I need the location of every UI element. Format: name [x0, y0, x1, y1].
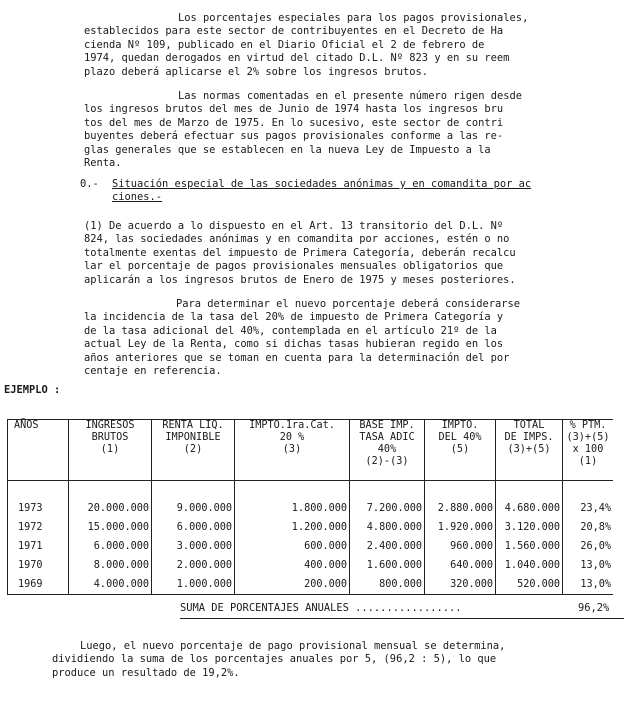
cell-year: 1973: [8, 481, 69, 519]
paragraph-articulo-13: [84, 220, 516, 287]
section-number: 0.-: [80, 178, 99, 190]
paragraph-normas-comentadas: [36, 90, 522, 170]
text-line: 824, las sociedades anónimas y en comandita por acciones, estén o no: [84, 233, 510, 246]
cell-porcentaje: 23,4%: [563, 481, 614, 519]
cell-renta: 9.000.000: [152, 481, 235, 519]
cell-base: 2.400.000: [350, 537, 425, 556]
text-line: establecidos para este sector de contribuyentes en el Decreto de Ha: [84, 25, 504, 38]
text-line: Renta.: [84, 157, 122, 170]
cell-base: 7.200.000: [350, 481, 425, 519]
suma-label: SUMA DE PORCENTAJES ANUALES .................: [180, 602, 462, 614]
cell-total: 520.000: [496, 575, 563, 595]
table-row: [8, 575, 614, 595]
text-line: años anteriores que se toman en cuenta para la determinación del por: [84, 351, 510, 364]
cell-impto-40: 2.880.000: [425, 481, 496, 519]
header-renta-imponible: RENTA LIQ. IMPONIBLE (2): [152, 420, 235, 481]
cell-base: 4.800.000: [350, 518, 425, 537]
section-title-line: ciones.-: [112, 191, 163, 204]
cell-impto-1ra: 200.000: [235, 575, 350, 595]
cell-impto-40: 640.000: [425, 556, 496, 575]
cell-renta: 1.000.000: [152, 575, 235, 595]
text-line: Luego, el nuevo porcentaje de pago provisional mensual se determina,: [80, 640, 506, 652]
paragraph-porcentajes-especiales: [36, 12, 528, 79]
text-line: aplicarán a los ingresos brutos de Enero de 1975 y meses posteriores.: [84, 273, 516, 286]
cell-total: 1.560.000: [496, 537, 563, 556]
section-title-line: Situación especial de las sociedades anónimas y en comandita por ac: [112, 178, 532, 190]
paragraph-nuevo-porcentaje: [84, 298, 520, 378]
cell-ingresos: 15.000.000: [69, 518, 152, 537]
header-impto-40: IMPTO. DEL 40% (5): [425, 420, 496, 481]
cell-porcentaje: 13,0%: [563, 556, 614, 575]
text-line: Los porcentajes especiales para los pagos provisionales,: [178, 12, 529, 24]
cell-year: 1972: [8, 518, 69, 537]
cell-total: 4.680.000: [496, 481, 563, 519]
text-line: 1974, quedan derogados en virtud del citado D.L. Nº 823 y en su reem: [84, 52, 510, 65]
text-line: tos del mes de Marzo de 1975. En lo sucesivo, este sector de contri: [84, 116, 504, 129]
table-row: [8, 556, 614, 575]
ejemplo-label: EJEMPLO :: [4, 384, 61, 396]
table-header-row: [8, 420, 614, 481]
header-base-imponible: BASE IMP. TASA ADIC 40% (2)-(3): [350, 420, 425, 481]
table-row: [8, 537, 614, 556]
cell-impto-1ra: 1.200.000: [235, 518, 350, 537]
text-line: dividiendo la suma de los porcentajes anuales por 5, (96,2 : 5), lo que: [52, 653, 497, 666]
cell-year: 1970: [8, 556, 69, 575]
text-line: buyentes deberá efectuar sus pagos provisionales conforme a las re-: [84, 130, 504, 143]
header-anos: AÑOS: [8, 420, 69, 481]
cell-porcentaje: 13,0%: [563, 575, 614, 595]
cell-impto-1ra: 400.000: [235, 556, 350, 575]
text-line: la incidencia de la tasa del 20% de impuesto de Primera Categoría y: [84, 311, 504, 324]
cell-impto-40: 960.000: [425, 537, 496, 556]
table-row: [8, 481, 614, 519]
text-line: Para determinar el nuevo porcentaje deberá considerarse: [176, 298, 521, 310]
cell-impto-40: 320.000: [425, 575, 496, 595]
text-line: lar el porcentaje de pagos provisionales mensuales obligatorios que: [84, 260, 504, 273]
table-row: [8, 518, 614, 537]
cell-total: 1.040.000: [496, 556, 563, 575]
cell-ingresos: 4.000.000: [69, 575, 152, 595]
header-porcentaje-ptm: % PTM. (3)+(5) x 100 (1): [563, 420, 614, 481]
cell-impto-1ra: 600.000: [235, 537, 350, 556]
text-line: plazo deberá aplicarse el 2% sobre los ingresos brutos.: [84, 65, 429, 78]
cell-ingresos: 20.000.000: [69, 481, 152, 519]
cell-ingresos: 8.000.000: [69, 556, 152, 575]
cell-renta: 6.000.000: [152, 518, 235, 537]
header-total-imps: TOTAL DE IMPS. (3)+(5): [496, 420, 563, 481]
cell-total: 3.120.000: [496, 518, 563, 537]
suma-value: 96,2%: [578, 602, 610, 614]
section-title: [112, 178, 531, 205]
text-line: los ingresos brutos del mes de Junio de 1974 hasta los ingresos bru: [84, 103, 504, 116]
example-table: [7, 419, 613, 595]
cell-impto-40: 1.920.000: [425, 518, 496, 537]
text-line: actual Ley de la Renta, como si dichas tasas hubieran regido en los: [84, 338, 504, 351]
text-line: Las normas comentadas en el presente número rigen desde: [178, 90, 523, 102]
cell-base: 800.000: [350, 575, 425, 595]
cell-impto-1ra: 1.800.000: [235, 481, 350, 519]
header-impto-primera: IMPTO.1ra.Cat. 20 % (3): [235, 420, 350, 481]
text-line: totalmente exentas del impuesto de Primera Categoría, deberán recalcu: [84, 246, 516, 259]
cell-porcentaje: 26,0%: [563, 537, 614, 556]
cell-year: 1969: [8, 575, 69, 595]
paragraph-conclusion: [52, 640, 505, 680]
text-line: cienda Nº 109, publicado en el Diario Oficial el 2 de febrero de: [84, 38, 485, 51]
cell-ingresos: 6.000.000: [69, 537, 152, 556]
suma-underline: [180, 618, 624, 619]
text-line: (1) De acuerdo a lo dispuesto en el Art. 13 transitorio del D.L. Nº: [84, 220, 504, 232]
cell-base: 1.600.000: [350, 556, 425, 575]
text-line: centaje en referencia.: [84, 365, 222, 378]
text-line: produce un resultado de 19,2%.: [52, 666, 240, 679]
cell-renta: 2.000.000: [152, 556, 235, 575]
text-line: de la tasa adicional del 40%, contemplada en el artículo 21º de la: [84, 324, 497, 337]
cell-porcentaje: 20,8%: [563, 518, 614, 537]
cell-year: 1971: [8, 537, 69, 556]
cell-renta: 3.000.000: [152, 537, 235, 556]
text-line: glas generales que se establecen en la nueva Ley de Impuesto a la: [84, 143, 491, 156]
header-ingresos-brutos: INGRESOS BRUTOS (1): [69, 420, 152, 481]
